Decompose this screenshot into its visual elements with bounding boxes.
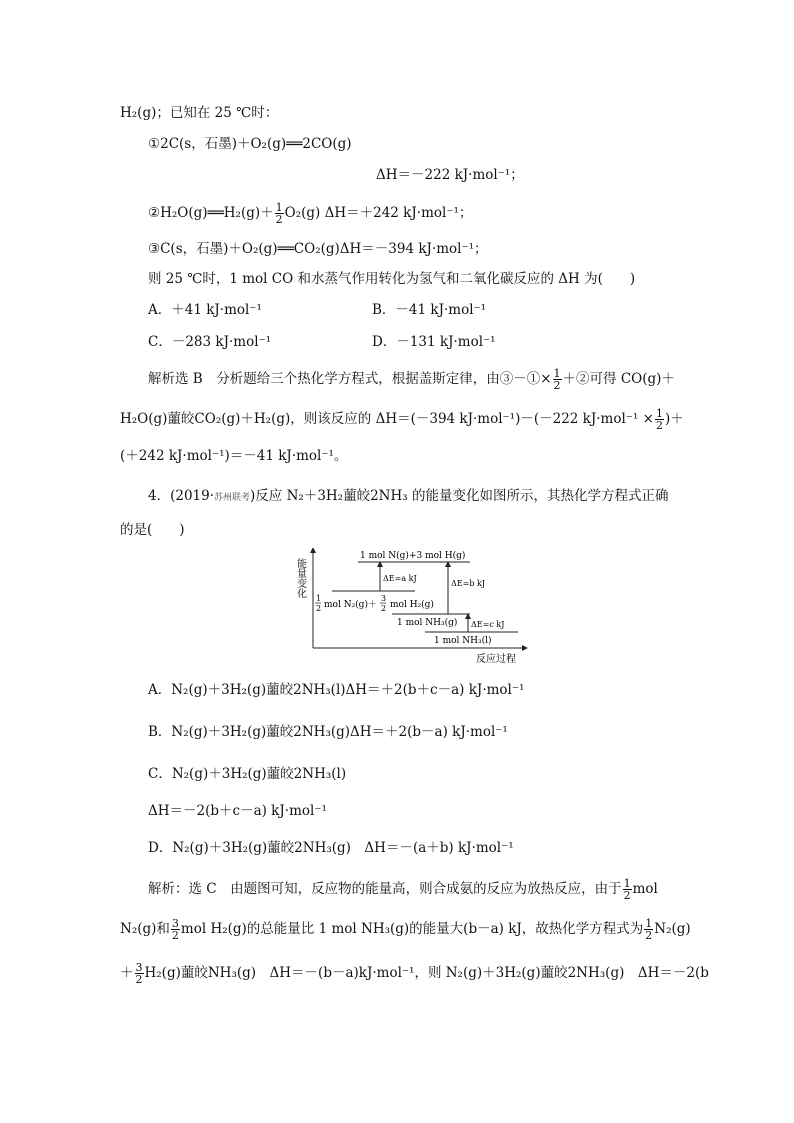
equation-1-enthalpy: ΔH＝－222 kJ·mol⁻¹； xyxy=(376,167,524,183)
option-d: D．－131 kJ·mol⁻¹ xyxy=(372,334,496,350)
equation-3: ③C(s，石墨)＋O₂(g)══CO₂(g)ΔH＝－394 kJ·mol⁻¹； xyxy=(148,241,488,257)
level-nh3l-label: 1 mol NH₃(l) xyxy=(434,636,492,646)
level-reactants-label-b: mol H₂(g) xyxy=(390,600,434,610)
level-atoms-label: 1 mol N(g)+3 mol H(g) xyxy=(360,551,466,561)
ex-text-1b: mol xyxy=(632,881,658,897)
ex-text-3a: ＋ xyxy=(120,965,134,981)
q4-option-d: D．N₂(g)＋3H₂(g)蘁皎2NH₃(g) ΔH＝－(a＋b) kJ·mol⁻¹ xyxy=(148,840,514,856)
q4-prefix: 4．(2019· xyxy=(148,488,215,504)
level-reactants-half-den: 2 xyxy=(316,604,322,613)
answer-text-1b: ＋②可得 CO(g)＋ xyxy=(562,371,675,387)
equation-2 xyxy=(148,202,472,225)
answer-text-1a: 解析选 B 分析题给三个热化学方程式，根据盖斯定律，由③－①× xyxy=(148,371,552,387)
level-reactants-3half-den: 2 xyxy=(381,604,387,613)
answer-text-2b: )＋ xyxy=(664,411,684,427)
q4-source: 苏州联考 xyxy=(214,493,251,503)
arrow-b-label: ΔE=b kJ xyxy=(451,579,486,588)
question-4-stem-2: 的是( ) xyxy=(120,522,185,538)
question-stem: 则 25 ℃时，1 mol CO 和水蒸气作用转化为氢气和二氧化碳反应的 ΔH 为( ) xyxy=(148,271,636,287)
explanation-line-3 xyxy=(120,962,709,985)
explanation-line-2 xyxy=(120,918,691,941)
fraction-three-halves: $\frac{3}{2}$ xyxy=(135,961,143,986)
ex-text-3b: H₂(g)蘁皎NH₃(g) ΔH＝－(b－a)kJ·mol⁻¹，则 N₂(g)＋3H₂(g)蘁皎2NH₃(g) ΔH＝－2(b xyxy=(144,965,709,981)
equation-2-right: O₂(g) ΔH＝＋242 kJ·mol⁻¹； xyxy=(284,205,473,221)
arrow-c-label: ΔE=c kJ xyxy=(471,620,505,629)
fraction-half: $\frac{1}{2}$ xyxy=(645,917,653,942)
ex-text-1a: 解析：选 C 由题图可知，反应物的能量高，则合成氨的反应为放热反应，由于 xyxy=(148,881,622,897)
level-nh3g-label: 1 mol NH₃(g) xyxy=(397,618,458,628)
energy-diagram xyxy=(280,548,530,666)
q4-body: )反应 N₂＋3H₂蘁皎2NH₃ 的能量变化如图所示，其热化学方程式正确 xyxy=(250,488,669,504)
option-a: A．＋41 kJ·mol⁻¹ xyxy=(148,302,262,318)
x-axis-label: 反应过程 xyxy=(476,654,516,665)
ex-text-2b: mol H₂(g)的总能量比 1 mol NH₃(g)的能量大(b－a) kJ，故热化学方程式为 xyxy=(180,921,644,937)
explanation-line-1 xyxy=(148,878,658,901)
level-reactants-3half-num: 3 xyxy=(381,594,387,603)
question-tail: H₂(g)；已知在 25 ℃时： xyxy=(120,105,279,121)
ex-text-2c: N₂(g) xyxy=(654,921,691,937)
option-c: C．－283 kJ·mol⁻¹ xyxy=(148,334,272,350)
q4-option-b: B．N₂(g)＋3H₂(g)蘁皎2NH₃(g)ΔH＝＋2(b－a) kJ·mol⁻¹ xyxy=(148,724,508,740)
question-4-stem xyxy=(148,486,668,508)
option-b: B．－41 kJ·mol⁻¹ xyxy=(372,302,487,318)
fraction-half: $\frac{1}{2}$ xyxy=(655,407,663,432)
fraction-three-halves: $\frac{3}{2}$ xyxy=(171,917,179,942)
q4-option-c-enthalpy: ΔH＝－2(b＋c－a) kJ·mol⁻¹ xyxy=(148,803,327,819)
fraction-half: $\frac{1}{2}$ xyxy=(275,201,283,226)
answer-line-1 xyxy=(148,368,675,391)
arrow-a-label: ΔE=a kJ xyxy=(383,574,417,583)
equation-2-left: ②H₂O(g)══H₂(g)＋ xyxy=(148,205,274,221)
y-axis-label: 能量变化 xyxy=(294,558,306,598)
ex-text-2a: N₂(g)和 xyxy=(120,921,170,937)
fraction-half: $\frac{1}{2}$ xyxy=(553,367,561,392)
level-reactants-half-num: 1 xyxy=(316,594,322,603)
level-reactants-label-a: mol N₂(g)＋ xyxy=(324,600,377,610)
fraction-half: $\frac{1}{2}$ xyxy=(623,877,631,902)
equation-1: ①2C(s，石墨)＋O₂(g)══2CO(g) xyxy=(148,136,352,152)
answer-line-2 xyxy=(120,408,684,431)
q4-option-a: A．N₂(g)＋3H₂(g)蘁皎2NH₃(l)ΔH＝＋2(b＋c－a) kJ·mol⁻¹ xyxy=(148,682,525,698)
answer-text-2a: H₂O(g)蘁皎CO₂(g)＋H₂(g)，则该反应的 ΔH＝(－394 kJ·mol⁻¹)－(－222 kJ·mol⁻¹ × xyxy=(120,411,654,427)
q4-option-c: C．N₂(g)＋3H₂(g)蘁皎2NH₃(l) xyxy=(148,766,347,782)
answer-line-3: (＋242 kJ·mol⁻¹)＝－41 kJ·mol⁻¹。 xyxy=(120,448,348,464)
